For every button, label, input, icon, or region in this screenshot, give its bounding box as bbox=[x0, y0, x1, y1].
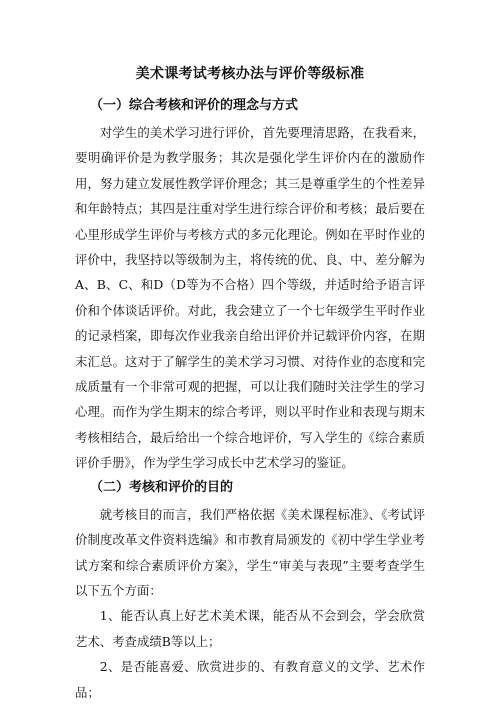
section-2-paragraph-2: 1、能否认真上好艺术美术课，能否从不会到会，学会欣赏艺术、考查成绩B等以上； bbox=[75, 608, 425, 649]
section-1-paragraph-1: 对学生的美术学习进行评价，首先要理清思路，在我看来，要明确评价是为教学服务；其次是强化学生评价内在的激励作用，努力建立发展性教学评价理念；其三是尊重学生的个性差异和年龄特点；其四是注重对学生进行综合评价和考核；最后要在心里形成学生评价与考核方式的多元化理论。例如在平时作业的评价中，我坚持以等级制为主，将传统的优、良、中、差分解为A、B、C、和D（D等为不合格）四个等级，并适时给予语言评价和个体谈话评价。对此，我会建立了一个七年级学生平时作业的记录档案，即每次作业我亲自给出评价并记载评价内容，在期末汇总。这对于了解学生的美术学习习惯、对待作业的态度和完成质量有一个非常可观的把握，可以让我们随时关注学生的学习心理。而作为学生期末的综合考评，则以平时作业和表现与期末考核相结合，最后给出一个综合地评价，写入学生的《综合素质评价手册》，作为学生学习成长中艺术学习的鉴证。 bbox=[75, 125, 425, 471]
section-heading-1: （一）综合考核和评价的理念与方式 bbox=[90, 98, 299, 113]
document-title: 美术课考试考核办法与评价等级标准 bbox=[135, 66, 365, 82]
section-2-paragraph-3: 2、是否能喜爱、欣赏进步的、有教育意义的文学、艺术作品； bbox=[75, 659, 425, 700]
section-2-paragraph-1: 就考核目的而言，我们严格依据《美术课程标准》、《考试评价制度改革文件资料选编》和市教育局颁发的《初中学生学业考试方案和综合素质评价方案》，学生“审美与表现”主要考查学生以下五个方面： bbox=[75, 506, 425, 598]
section-heading-2: （二）考核和评价的目的 bbox=[90, 479, 234, 495]
